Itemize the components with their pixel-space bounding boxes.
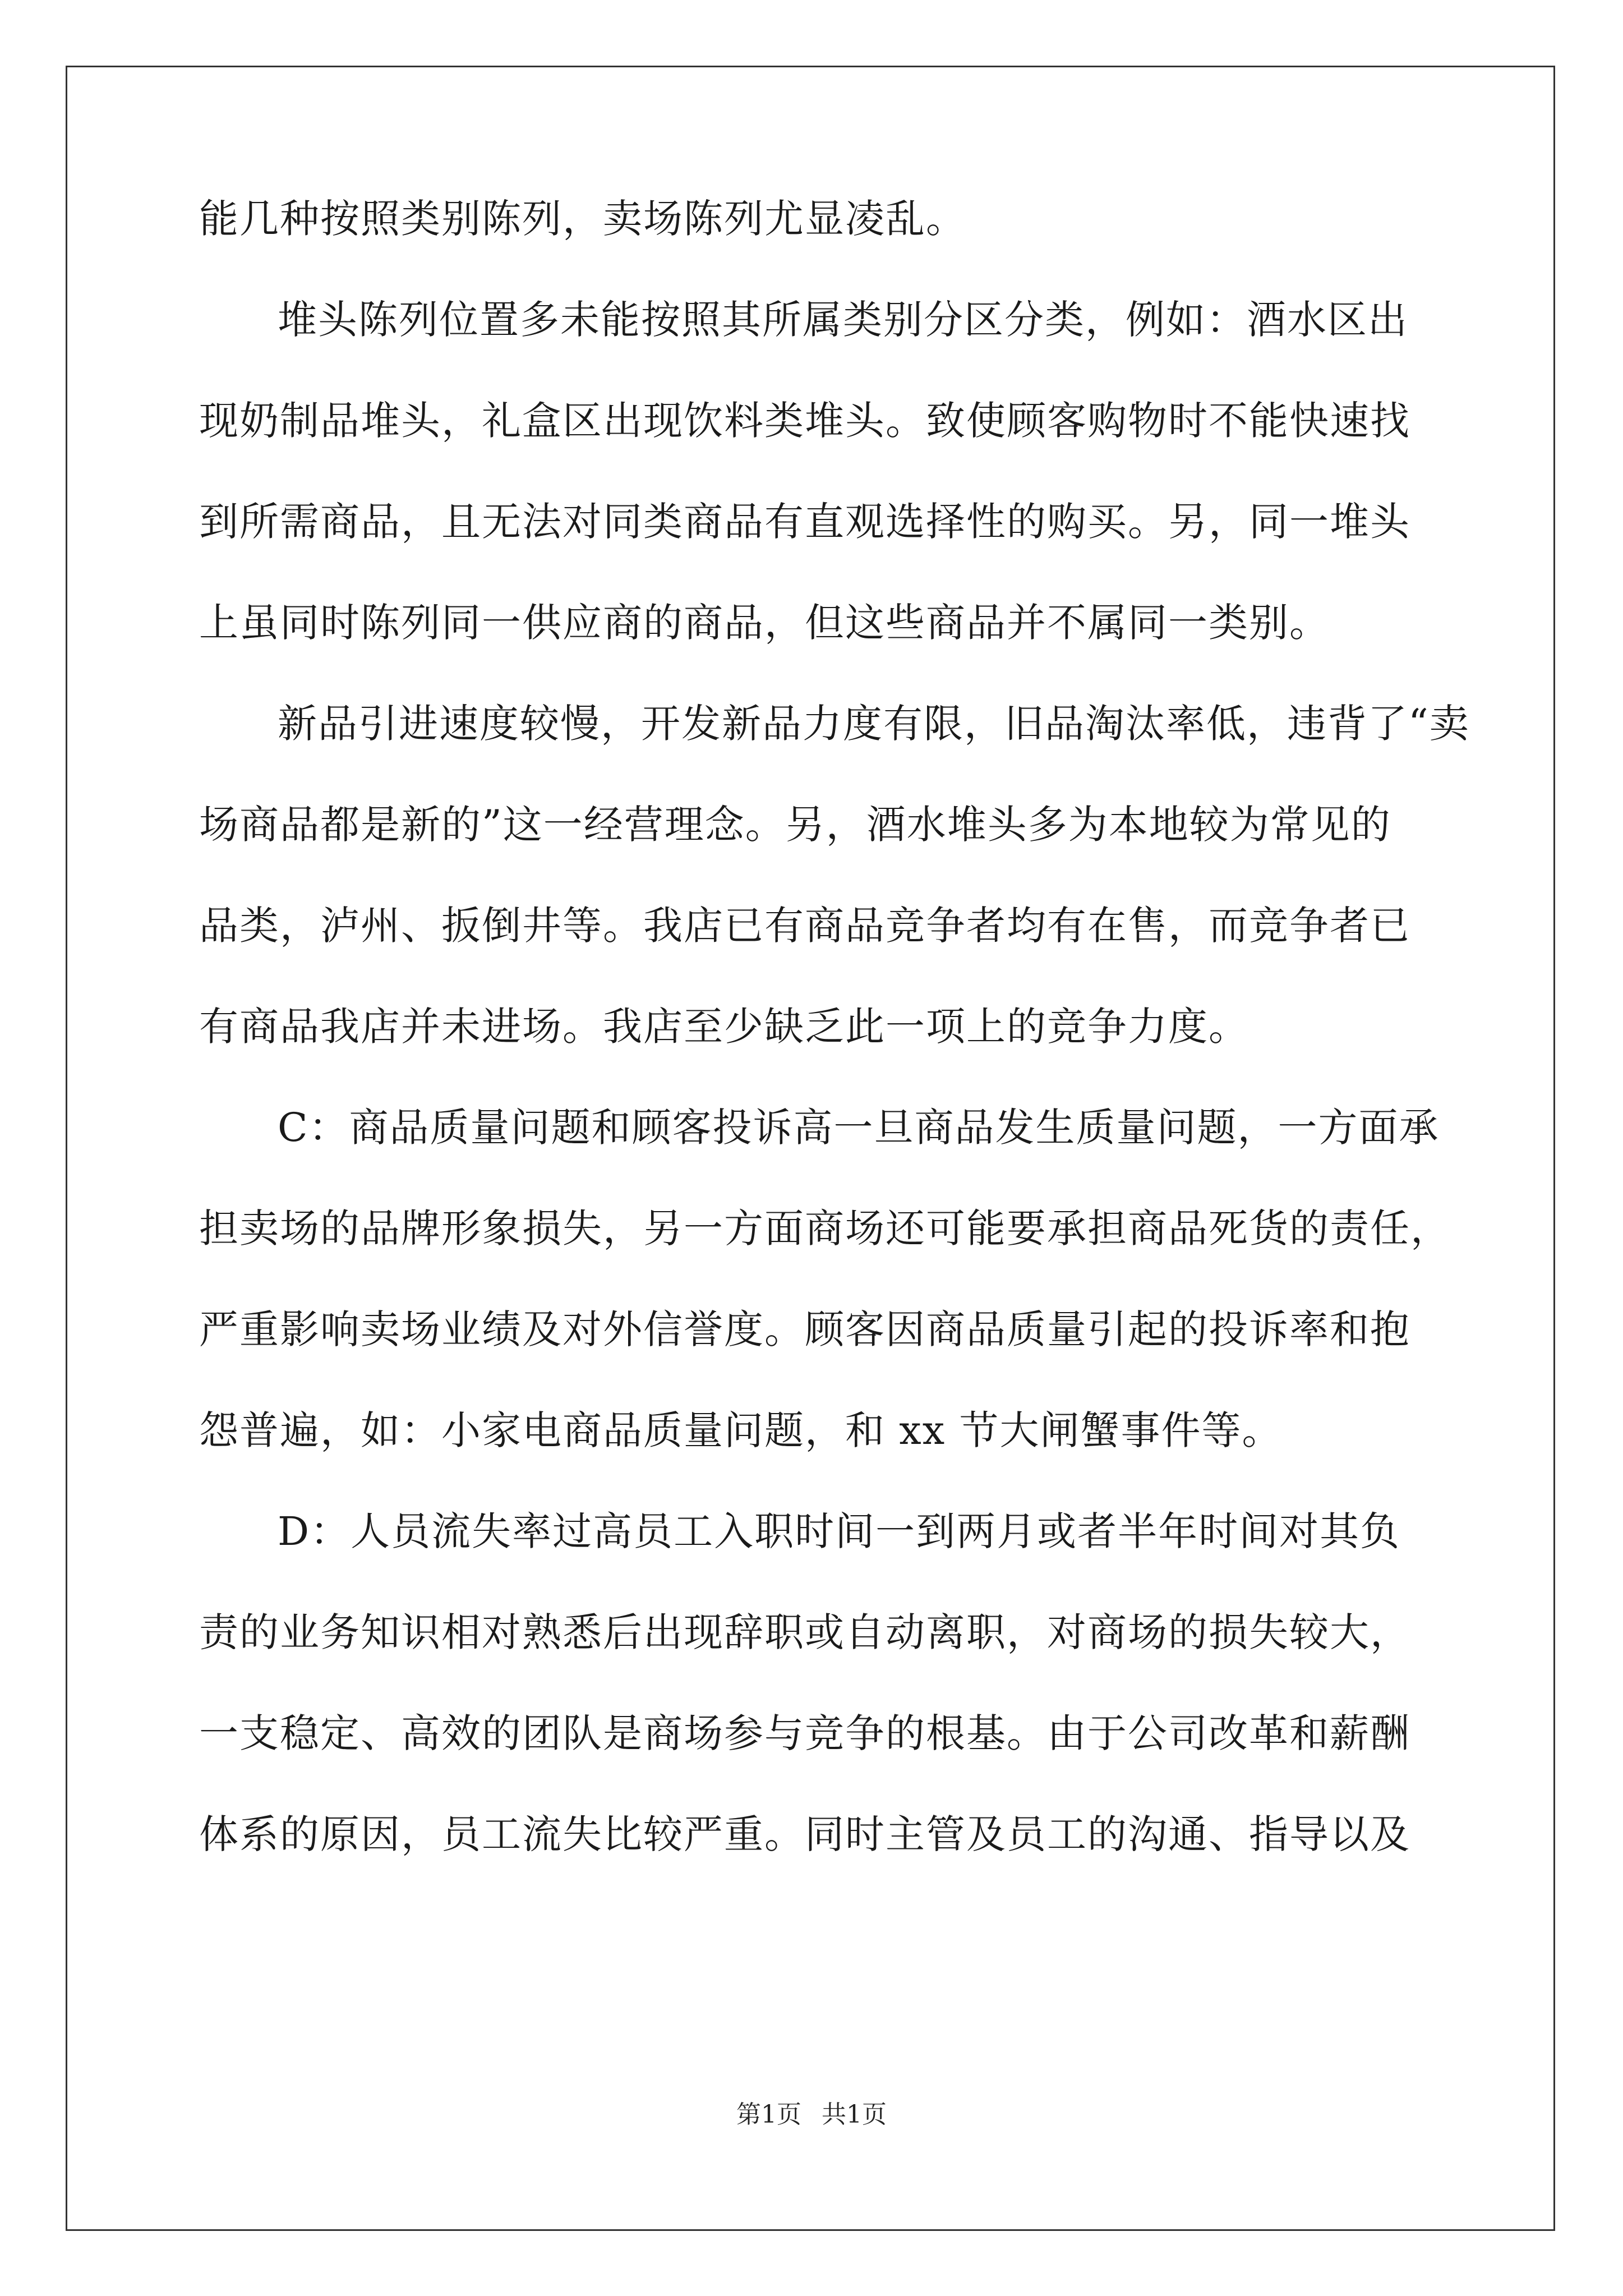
page-number: 第1页	[736, 2100, 801, 2129]
text-line: 怨普遍，如：小家电商品质量问题，和 xx 节大闸蟹事件等。	[199, 1407, 1283, 1453]
text-line: 新品引进速度较慢，开发新品力度有限，旧品淘汰率低，违背了“卖	[278, 701, 1470, 747]
text-line: 一支稳定、高效的团队是商场参与竞争的根基。由于公司改革和薪酬	[199, 1710, 1410, 1756]
text-line: 责的业务知识相对熟悉后出现辞职或自动离职，对商场的损失较大，	[199, 1609, 1410, 1655]
text-line: 体系的原因，员工流失比较严重。同时主管及员工的沟通、指导以及	[199, 1811, 1410, 1857]
text-line: 到所需商品，且无法对同类商品有直观选择性的购买。另，同一堆头	[199, 499, 1410, 545]
page-footer	[0, 2098, 1623, 2132]
text-line: 场商品都是新的”这一经营理念。另，酒水堆头多为本地较为常见的	[199, 802, 1391, 848]
text-line: 堆头陈列位置多未能按照其所属类别分区分类，例如：酒水区出	[278, 297, 1408, 343]
text-line: C：商品质量问题和顾客投诉高一旦商品发生质量问题，一方面承	[278, 1105, 1440, 1151]
text-line: 上虽同时陈列同一供应商的商品，但这些商品并不属同一类别。	[199, 600, 1330, 646]
text-line: 品类，泸州、扳倒井等。我店已有商品竞争者均有在售，而竞争者已	[199, 903, 1410, 949]
text-line: 现奶制品堆头，礼盒区出现饮料类堆头。致使顾客购物时不能快速找	[199, 398, 1410, 444]
text-line: 担卖场的品牌形象损失，另一方面商场还可能要承担商品死货的责任，	[199, 1205, 1451, 1251]
page-total: 共1页	[822, 2100, 887, 2129]
text-line: 严重影响卖场业绩及对外信誉度。顾客因商品质量引起的投诉率和抱	[199, 1306, 1410, 1352]
text-line: D：人员流失率过高员工入职时间一到两月或者半年时间对其负	[278, 1508, 1401, 1554]
text-line: 有商品我店并未进场。我店至少缺乏此一项上的竞争力度。	[199, 1004, 1249, 1050]
text-line: 能几种按照类别陈列，卖场陈列尤显凌乱。	[199, 196, 966, 242]
